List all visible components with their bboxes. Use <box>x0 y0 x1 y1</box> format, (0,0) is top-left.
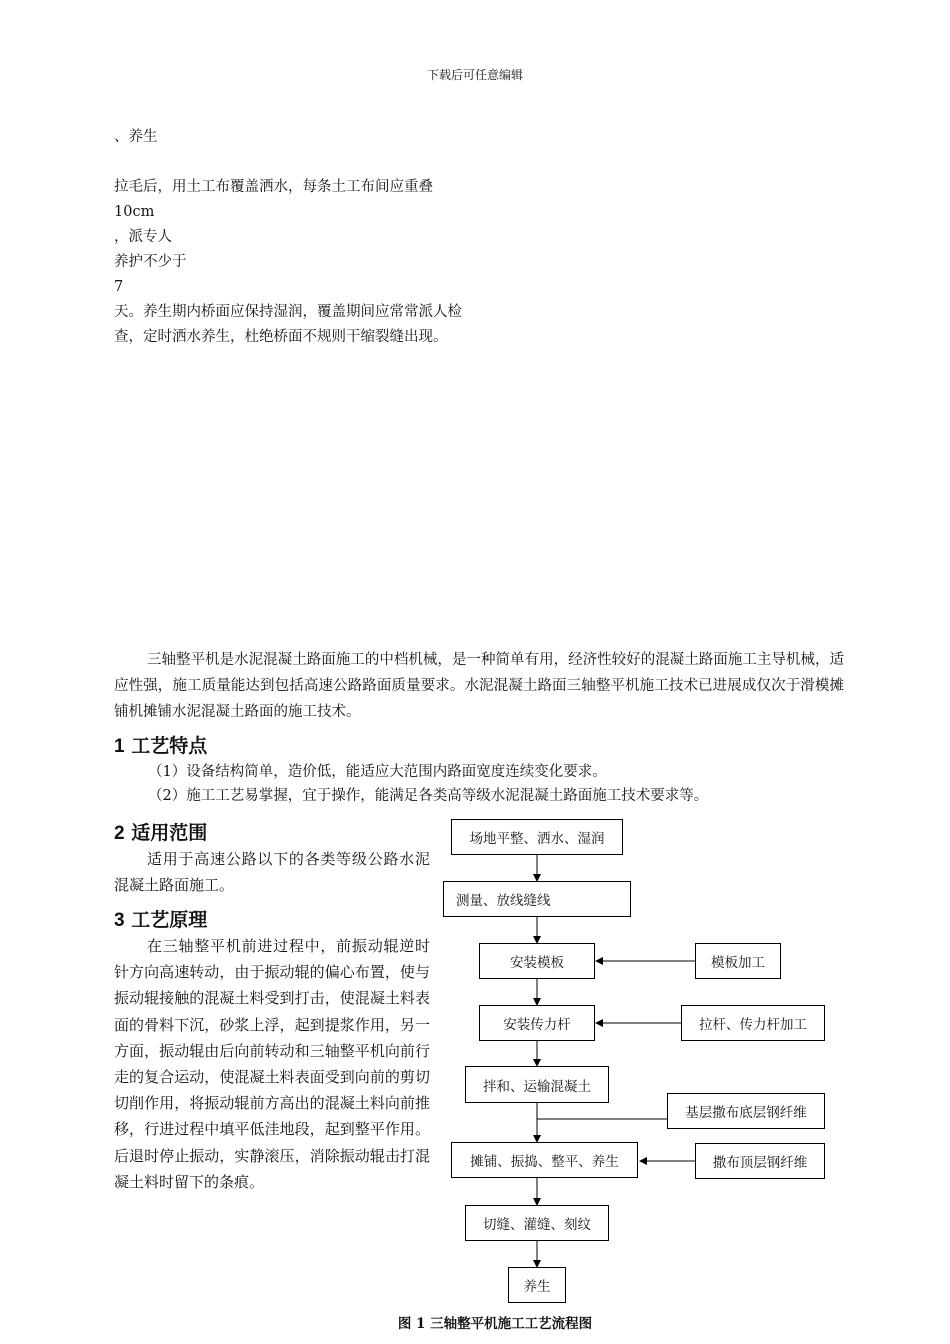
section-heading-1: 1 工艺特点 <box>114 735 208 757</box>
flow-step-survey: 测量、放线缝线 <box>443 881 631 917</box>
curing-line: 10cm <box>114 204 155 220</box>
curing-line: 查，定时洒水养生，杜绝桥面不规则干缩裂缝出现。 <box>114 329 448 345</box>
flow-input-top-fiber: 撒布顶层钢纤维 <box>695 1143 825 1179</box>
page-header: 下载后可任意编辑 <box>426 68 523 82</box>
curing-line: 7 <box>114 279 124 295</box>
curing-title: 、养生 <box>114 129 158 145</box>
curing-line: 拉毛后，用土工布覆盖洒水，每条土工布间应重叠 <box>114 179 433 195</box>
flow-step-curing: 养生 <box>508 1267 566 1303</box>
flow-step-site-prep: 场地平整、洒水、湿润 <box>451 819 623 855</box>
feature-item: （2）施工工艺易掌握，宜于操作，能满足各类高等级水泥混凝土路面施工技术要求等。 <box>148 788 709 804</box>
figure-caption: 图 1 三轴整平机施工工艺流程图 <box>397 1316 593 1332</box>
flow-step-dowel-install: 安装传力杆 <box>479 1005 595 1041</box>
intro-paragraph: 三轴整平机是水泥混凝土路面施工的中档机械，是一种简单有用，经济性较好的混凝土路面施工主导机械，适应性强，施工质量能达到包括高速公路路面质量要求。水泥混凝土路面三轴整平机施工技术已进展成仅次于滑模摊铺机摊铺水泥混凝土路面的施工技术。 <box>114 652 844 720</box>
section-heading-2: 2 适用范围 <box>114 822 208 844</box>
principle-paragraph: 在三轴整平机前进过程中，前振动辊逆时针方向高速转动，由于振动辊的偏心布置，使与振动辊接触的混凝土料受到打击，使混凝土料表面的骨料下沉，砂浆上浮，起到提浆作用，另一方面，振动辊由后向前转动和三轴整平机向前行走的复合运动，使混凝土料表面受到向前的剪切切削作用，将振动辊前方高出的混凝土料向前推移，行进过程中填平低洼地段，起到整平作用。后退时停止振动，实静滚压，消除振动辊击打混凝土料时留下的条痕。 <box>114 937 430 1191</box>
section-heading-3: 3 工艺原理 <box>114 909 208 931</box>
flow-input-base-fiber: 基层撒布底层钢纤维 <box>667 1093 825 1129</box>
curing-line: 养护不少于 <box>114 254 187 270</box>
feature-item: （1）设备结构简单，造价低，能适应大范围内路面宽度连续变化要求。 <box>148 764 607 780</box>
flow-step-cutting: 切缝、灌缝、刻纹 <box>465 1205 609 1241</box>
flow-input-dowel-fab: 拉杆、传力杆加工 <box>681 1005 825 1041</box>
curing-line: ，派专人 <box>114 229 172 245</box>
curing-line: 天。养生期内桥面应保持湿润，覆盖期间应常常派人检 <box>114 304 462 320</box>
flow-input-formwork-fab: 模板加工 <box>695 943 781 979</box>
flow-step-mix-transport: 拌和、运输混凝土 <box>465 1066 609 1103</box>
flow-step-paving: 摊铺、振捣、整平、养生 <box>451 1142 638 1178</box>
flow-step-formwork: 安装模板 <box>479 943 595 979</box>
scope-paragraph: 适用于高速公路以下的各类等级公路水泥混凝土路面施工。 <box>114 850 430 895</box>
